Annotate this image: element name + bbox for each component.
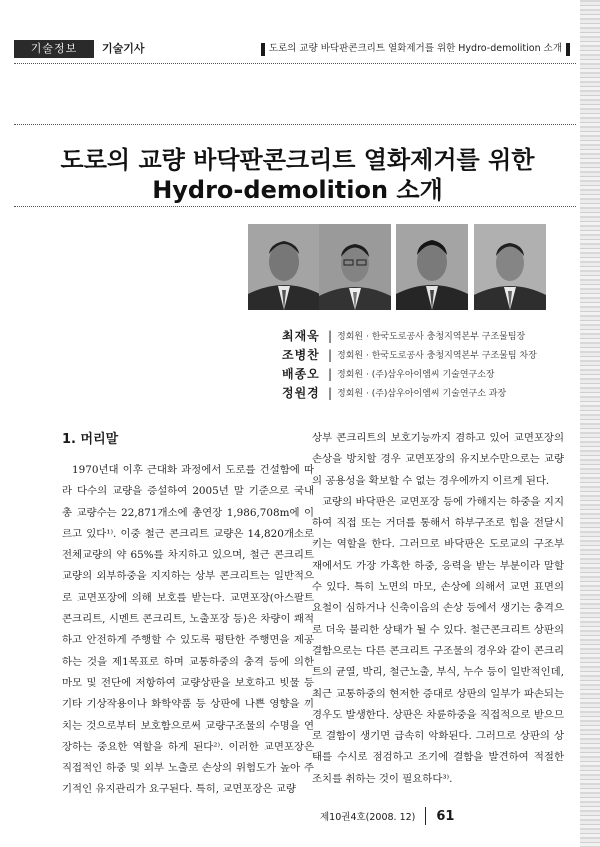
article-title (20, 145, 575, 205)
author-row (282, 364, 572, 383)
author-row (282, 383, 572, 402)
author-list (282, 326, 572, 402)
author-separator: | (328, 347, 333, 362)
title-rule-top (14, 124, 576, 125)
issue-info: 제10권4호(2008. 12) (320, 812, 416, 823)
page-header (14, 40, 576, 60)
subsection-label: 기술기사 (102, 42, 145, 55)
body-paragraph: 교량의 바닥판은 교면포장 등에 가해지는 하중을 지지하여 직접 또는 거더를 통해서 하부구조로 힘을 전달시키는 역할을 한다. 그러므로 바닥판은 도로교의 구조부재에서도 가장 가혹한 하중, 응력을 받는 부분이라 말할 수 있다. 특히 노면의 마모, 손상에 의해서 교면 표면의 요철이 심하거나 신축이음의 손상 등에서 생기는 충격으로 더욱 불리한 상태가 될 수 있다. 철근콘크리트 상판의 결함으로는 다른 콘크리트 구조물의 경우와 같이 콘크리트의 균열, 박리, 철근노출, 부식, 누수 등이 일반적인데, 최근 교통하중의 현저한 증대로 상판의 일부가 파손되는 경우도 발생한다. 상판은 차륜하중을 직접적으로 받으므로 결함이 생기면 급속히 악화된다. 그러므로 상판의 상태를 수시로 점검하고 조기에 결함을 발견하여 적절한 조치를 취하는 것이 필요하다³⁾. (312, 495, 564, 785)
author-affiliation: 정회원 · (주)삼우아이엠씨 기술연구소장 (337, 370, 495, 380)
title-line-1: 도로의 교량 바닥판콘크리트 열화제거를 위한 (60, 146, 535, 174)
author-name: 정원경 (282, 386, 320, 400)
author-separator: | (328, 366, 333, 381)
body-column-left (62, 460, 314, 801)
author-photo-3 (396, 224, 468, 310)
body-paragraph: 상부 콘크리트의 보호기능까지 겸하고 있어 교면포장의 손상을 방치할 경우 교면포장의 유지보수만으로는 교량의 공용성을 확보할 수 없는 경우에까지 이르게 된다. (312, 432, 564, 487)
author-row (282, 345, 572, 364)
page-footer (320, 807, 454, 825)
author-photo-1 (248, 224, 320, 310)
bar-marker-icon (566, 43, 570, 56)
running-title (257, 40, 574, 58)
author-affiliation: 정회원 · 한국도로공사 충청지역본부 구조물팀 차장 (337, 351, 537, 361)
running-title-text: 도로의 교량 바닥판콘크리트 열화제거를 위한 Hydro-demolition 소개 (268, 43, 562, 54)
bar-marker-icon (261, 43, 265, 56)
author-separator: | (328, 385, 333, 400)
scan-edge (580, 0, 600, 847)
title-line-2: Hydro-demolition 소개 (152, 176, 443, 204)
author-photo-4 (474, 224, 546, 310)
title-rule-bottom (14, 206, 576, 207)
author-separator: | (328, 328, 333, 343)
header-rule (14, 63, 576, 64)
author-photo-2 (319, 224, 391, 310)
body-paragraph: 1970년대 이후 근대화 과정에서 도로를 건설함에 따라 다수의 교량을 증설하여 2005년 말 기준으로 국내 총 교량수는 22,871개소에 총연장 1,986,708m에 이르고 있다¹⁾. 이중 철근 콘크리트 교량은 14,820개소로 전체교량의 약 65%를 차지하고 있으며, 철근 콘크리트 교량의 외부하중을 지지하는 상부 콘크리트는 일반적으로 교면포장에 의해 보호를 받는다. 교면포장(아스팔트 콘크리트, 시멘트 콘크리트, 노출포장 등)은 차량이 쾌적하고 안전하게 주행할 수 있도록 평탄한 주행면을 제공하는 것을 제1목표로 하며 교통하중의 충격 등에 의한 마모 및 전단에 저항하여 교량상판을 보호하고 빗물 등 기타 기상작용이나 화학약품 등 상판에 나쁜 영향을 끼치는 것으로부터 보호함으로써 교량구조물의 수명을 연장하는 중요한 역할을 하게 된다²⁾. 이러한 교면포장은 직접적인 하중 및 외부 노출로 손상의 위험도가 높아 주기적인 유지관리가 요구된다. 특히, 교면포장은 교량 (62, 464, 314, 796)
author-name: 배종오 (282, 367, 320, 381)
author-row (282, 326, 572, 345)
page-number: 61 (436, 808, 455, 824)
author-name: 조병찬 (282, 348, 320, 362)
section-tag: 기술정보 (14, 40, 94, 58)
author-affiliation: 정회원 · 한국도로공사 충청지역본부 구조물팀장 (337, 332, 526, 342)
footer-divider (425, 807, 426, 825)
section-heading: 1. 머리말 (62, 432, 119, 447)
author-affiliation: 정회원 · (주)삼우아이엠씨 기술연구소 과장 (337, 389, 507, 399)
author-name: 최재욱 (282, 329, 320, 343)
body-column-right (312, 428, 564, 790)
